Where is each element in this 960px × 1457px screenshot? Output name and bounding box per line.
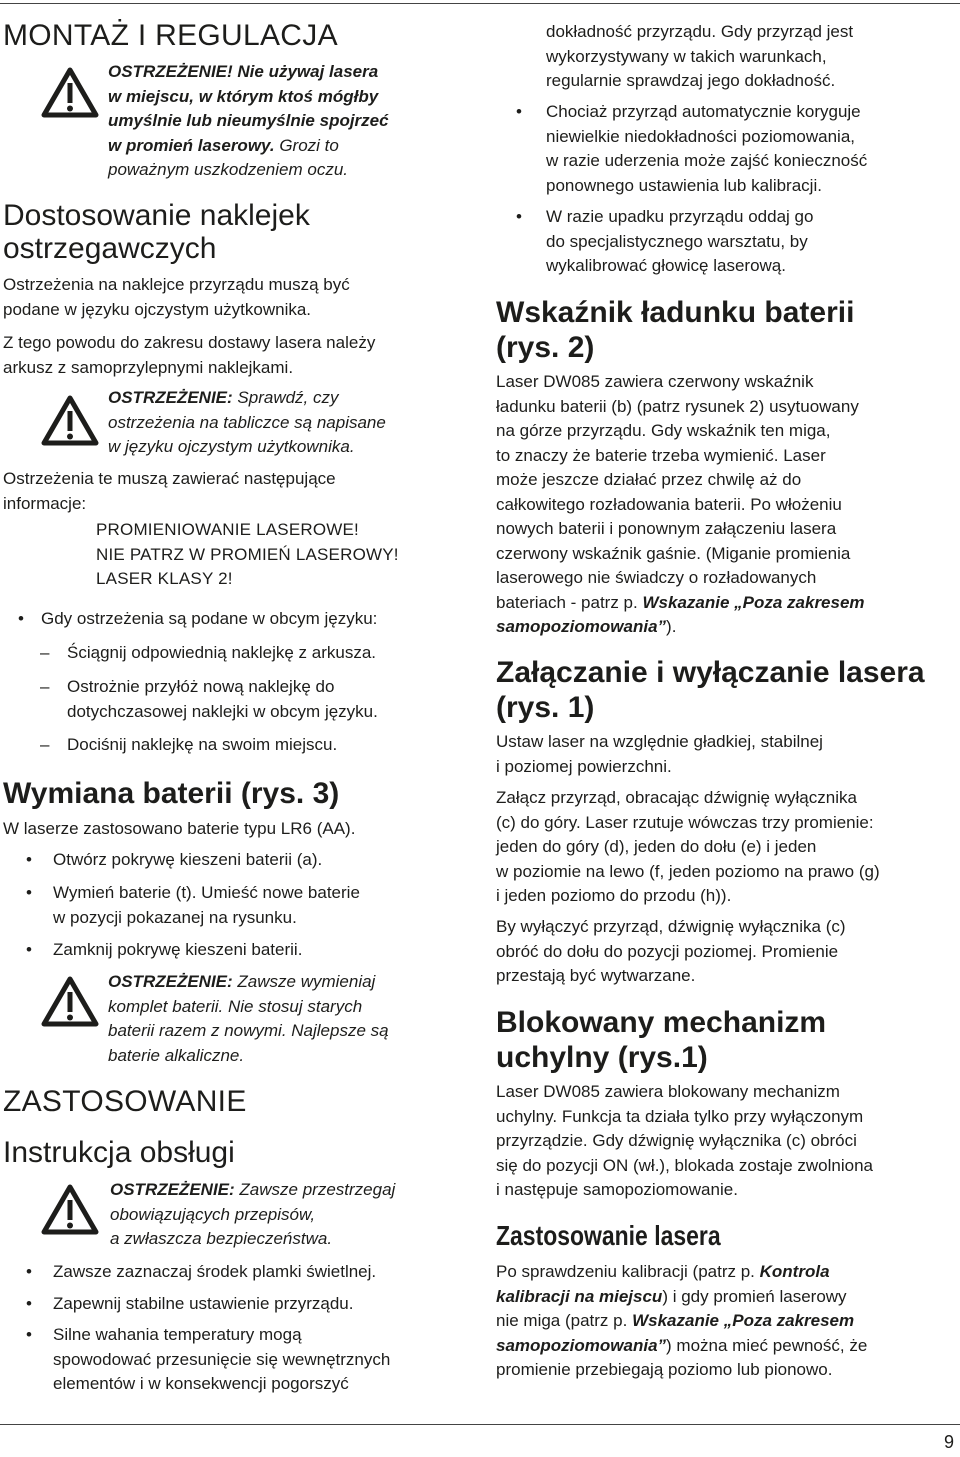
warning-triangle-icon [40, 1183, 100, 1236]
list-item: • [26, 1294, 32, 1313]
step-apply-label: Ostrożnie przyłóż nową naklejkę do dotychczasowej naklejki w obcym języku. [67, 677, 378, 721]
heading-instructions: Instrukcja obsługi [3, 1136, 235, 1169]
warning-label: OSTRZEŻENIE: [108, 388, 233, 407]
warning-no-staring: OSTRZEŻENIE! Nie używaj lasera w miejscu, w którym ktoś mógłby umyślnie lub nieumyślnie spojrzeć w promień laserowy. Grozi to poważnym uszkodzeniem oczu. [108, 62, 389, 179]
dash-marker: – [40, 643, 50, 662]
paragraph-battery-type: W laserze zastosowano baterie typu LR6 (AA). [3, 819, 356, 838]
section-title-application: ZASTOSOWANIE [3, 1085, 247, 1118]
cross-reference: Wskazanie „Poza zakresem [632, 1311, 855, 1330]
list-item: • [18, 609, 24, 628]
paragraph-switch-off: By wyłączyć przyrząd, dźwignię wyłącznika (c) obróć do dołu do pozycji poziomej. Promienie przestają być wytwarzane. [496, 917, 846, 985]
list-item: • [26, 850, 32, 869]
bullet-stable-setup: Zapewnij stabilne ustawienie przyrządu. [53, 1294, 354, 1313]
bullet-mark-center: Zawsze zaznaczaj środek plamki świetlnej. [53, 1262, 377, 1281]
warning-battery-set: OSTRZEŻENIE: Zawsze wymieniaj komplet baterii. Nie stosuj starych baterii razem z nowymi. Najlepsze są baterie alkaliczne. [108, 972, 389, 1065]
top-rule [0, 3, 960, 4]
bullet-open-cover: Otwórz pokrywę kieszeni baterii (a). [53, 850, 323, 869]
heading-laser-application: Zastosowanie lasera [496, 1220, 721, 1251]
laser-label-text: PROMIENIOWANIE LASEROWE! NIE PATRZ W PROMIEŃ LASEROWY! LASER KLASY 2! [96, 520, 399, 588]
dash-marker: – [40, 677, 50, 696]
paragraph-labels-language: Ostrzeżenia na naklejce przyrządu muszą być podane w języku ojczystym użytkownika. [3, 275, 350, 319]
paragraph-lock-mechanism: Laser DW085 zawiera blokowany mechanizm uchylny. Funkcja ta działa tylko przy wyłączonym przyrządzie. Gdy dźwignię wyłącznika (c) obróci się do pozycji ON (wł.), blokada zostaje zwolniona i następuje samopoziomowanie. [496, 1082, 874, 1199]
list-item: • [516, 207, 522, 226]
step-press-label: Dociśnij naklejkę na swoim miejscu. [67, 735, 338, 754]
paragraph-battery-indicator: Laser DW085 zawiera czerwony wskaźnik ładunku baterii (b) (patrz rysunek 2) usytuowany na górze przyrządu. Gdy wskaźnik ten miga, to znaczy że baterie trzeba wymienić. Laser może jeszcze działać przez chwilę aż do całkowitego rozładowania baterii. Po włożeniu nowych baterii i ponownym załączeniu lasera czerwony wskaźnik gaśnie. (Miganie promienia laserowego nie świadczy o rozładowanych bateriach - patrz p. Wskazanie „Poza zakresem samopoziomowania”). [496, 372, 865, 636]
warning-triangle-icon [40, 975, 100, 1028]
warning-triangle-icon [40, 394, 100, 447]
paragraph-accuracy-continued: dokładność przyrządu. Gdy przyrząd jest wykorzystywany w takich warunkach, regularnie sprawdzaj jego dokładność. [546, 22, 854, 90]
warning-regulations: OSTRZEŻENIE: Zawsze przestrzegaj obowiązujących przepisów, a zwłaszcza bezpieczeństwa. [110, 1180, 396, 1248]
paragraph-laser-application: Po sprawdzeniu kalibracji (patrz p. Kontrola kalibracji na miejscu) i gdy promień laserowy nie miga (patrz p. Wskazanie „Poza zakresem samopoziomowania”) można mieć pewność, że promienie przebiegają poziomo lub pionowo. [496, 1262, 868, 1379]
section-title-assembly: MONTAŻ I REGULACJA [3, 19, 338, 52]
heading-on-off: Załączanie i wyłączanie lasera (rys. 1) [496, 656, 925, 724]
heading-battery-indicator: Wskaźnik ładunku baterii (rys. 2) [496, 296, 855, 364]
list-item: • [26, 1262, 32, 1281]
list-item: • [26, 1325, 32, 1344]
list-item: • [516, 102, 522, 121]
bullet-close-cover: Zamknij pokrywę kieszeni baterii. [53, 940, 303, 959]
warning-label: OSTRZEŻENIE: [110, 1180, 235, 1199]
heading-battery-replacement: Wymiana baterii (rys. 3) [3, 777, 340, 810]
step-remove-label: Ściągnij odpowiednią naklejkę z arkusza. [67, 643, 377, 662]
heading-lock-mechanism: Blokowany mechanizm uchylny (rys.1) [496, 1006, 827, 1074]
bullet-auto-correct: Chociaż przyrząd automatycznie koryguje niewielkie niedokładności poziomowania, w razie uderzenia może zajść konieczność ponownego ustawienia lub kalibracji. [546, 102, 868, 195]
paragraph-setup-surface: Ustaw laser na względnie gładkiej, stabilnej i poziomej powierzchni. [496, 732, 823, 776]
warning-label: OSTRZEŻENIE: [108, 972, 233, 991]
bullet-replace-batteries: Wymień baterie (t). Umieść nowe baterie w pozycji pokazanej na rysunku. [53, 883, 360, 927]
cross-reference: Wskazanie „Poza zakresem [642, 592, 865, 612]
bullet-foreign-language: Gdy ostrzeżenia są podane w obcym języku: [41, 609, 378, 628]
list-item: • [26, 883, 32, 902]
bottom-rule [0, 1424, 960, 1425]
cross-reference: samopoziomowania” [496, 1335, 667, 1355]
heading-labels: Dostosowanie naklejek ostrzegawczych [3, 199, 310, 265]
dash-marker: – [40, 735, 50, 754]
page-number: 9 [944, 1432, 955, 1452]
cross-reference: samopoziomowania” [496, 617, 667, 636]
cross-reference: kalibracji na miejscu [496, 1286, 663, 1306]
bullet-temperature: Silne wahania temperatury mogą spowodować przesunięcie się wewnętrznych elementów i w konsekwencji pogorszyć [53, 1325, 391, 1393]
warning-triangle-icon [40, 66, 100, 119]
paragraph-labels-sheet: Z tego powodu do zakresu dostawy lasera należy arkusz z samoprzylepnymi naklejkami. [3, 333, 376, 377]
paragraph-warning-content: Ostrzeżenia te muszą zawierać następujące informacje: [3, 469, 336, 513]
warning-label: OSTRZEŻENIE! [108, 62, 233, 81]
bullet-drop-service: W razie upadku przyrządu oddaj go do specjalistycznego warsztatu, by wykalibrować głowicę laserową. [546, 207, 814, 275]
cross-reference: Kontrola [759, 1262, 830, 1281]
warning-check-labels: OSTRZEŻENIE: Sprawdź, czy ostrzeżenia na tabliczce są napisane w języku ojczystym użytkownika. [108, 388, 386, 456]
paragraph-switch-on: Załącz przyrząd, obracając dźwignię wyłącznika (c) do góry. Laser rzutuje wówczas trzy promienie: jeden do góry (d), jeden do dołu (e) i jeden w poziomie na lewo (f, jeden poziomo na prawo (g) i jeden poziomo do przodu (h)). [496, 788, 880, 905]
list-item: • [26, 940, 32, 959]
